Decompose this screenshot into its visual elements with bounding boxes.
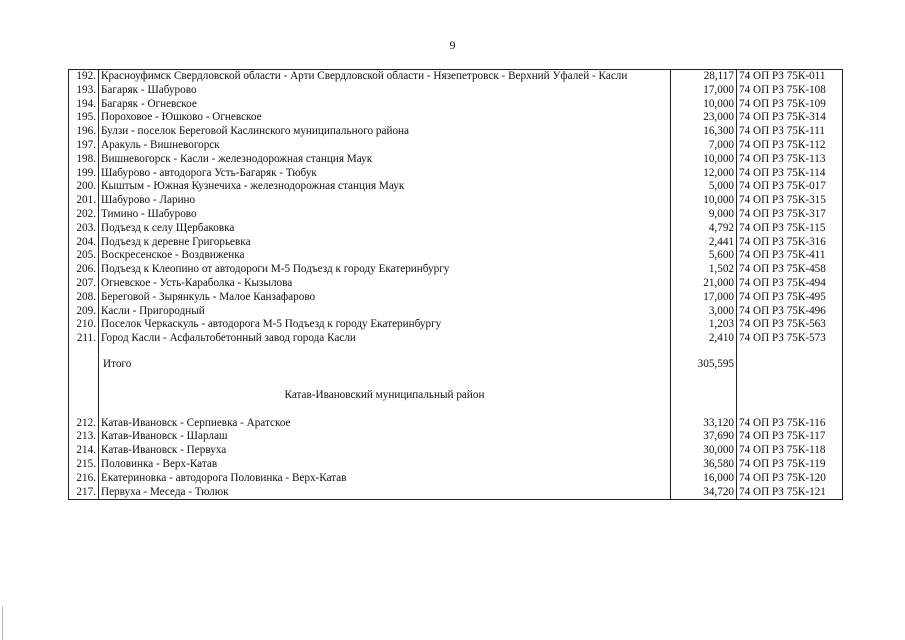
row-number: 202. — [69, 208, 99, 222]
table-row — [69, 167, 843, 181]
road-code: 74 ОП РЗ 75К-495 — [737, 291, 843, 305]
road-name: Екатериновка - автодорога Половинка - Верх-Катав — [99, 472, 671, 486]
table-row — [69, 486, 843, 500]
road-name: Аракуль - Вишневогорск — [99, 139, 671, 153]
row-number: 205. — [69, 249, 99, 263]
road-name: Огневское - Усть-Караболка - Кызылова — [99, 277, 671, 291]
road-code: 74 ОП РЗ 75К-573 — [737, 332, 843, 346]
road-name: Катав-Ивановск - Серпиевка - Аратское — [99, 417, 671, 431]
road-length: 36,580 — [671, 458, 737, 472]
road-name: Береговой - Зырянкуль - Малое Канзафарово — [99, 291, 671, 305]
road-code: 74 ОП РЗ 75К-494 — [737, 277, 843, 291]
road-length: 16,000 — [671, 472, 737, 486]
row-number: 209. — [69, 305, 99, 319]
scan-edge-mark — [2, 606, 3, 640]
roads-table-body-katav — [69, 417, 843, 500]
road-code: 74 ОП РЗ 75К-317 — [737, 208, 843, 222]
district-heading: Катав-Ивановский муниципальный район — [99, 378, 671, 417]
road-name: Половинка - Верх-Катав — [99, 458, 671, 472]
roads-table — [68, 69, 843, 500]
row-number: 215. — [69, 458, 99, 472]
road-code: 74 ОП РЗ 75К-119 — [737, 458, 843, 472]
row-number: 199. — [69, 167, 99, 181]
table-row — [69, 153, 843, 167]
row-number: 196. — [69, 125, 99, 139]
road-name: Подъезд к Клеопино от автодороги М-5 Подъезд к городу Екатеринбургу — [99, 263, 671, 277]
road-length: 9,000 — [671, 208, 737, 222]
district-heading-row — [69, 378, 843, 417]
row-number: 193. — [69, 84, 99, 98]
table-row — [69, 249, 843, 263]
row-number: 207. — [69, 277, 99, 291]
road-length: 21,000 — [671, 277, 737, 291]
road-name: Багаряк - Шабурово — [99, 84, 671, 98]
table-row — [69, 125, 843, 139]
road-code: 74 ОП РЗ 75К-115 — [737, 222, 843, 236]
road-name: Город Касли - Асфальтобетонный завод города Касли — [99, 332, 671, 346]
road-code: 74 ОП РЗ 75К-120 — [737, 472, 843, 486]
row-number: 201. — [69, 194, 99, 208]
row-number: 200. — [69, 180, 99, 194]
row-number: 213. — [69, 430, 99, 444]
table-row — [69, 194, 843, 208]
total-row — [69, 346, 843, 378]
road-name: Первуха - Меседа - Тюлюк — [99, 486, 671, 500]
table-row — [69, 70, 843, 84]
road-length: 37,690 — [671, 430, 737, 444]
road-length: 5,600 — [671, 249, 737, 263]
table-row — [69, 84, 843, 98]
road-length: 17,000 — [671, 84, 737, 98]
road-length: 10,000 — [671, 98, 737, 112]
district-len-cell — [671, 378, 737, 417]
road-length: 12,000 — [671, 167, 737, 181]
road-code: 74 ОП РЗ 75К-118 — [737, 444, 843, 458]
road-code: 74 ОП РЗ 75К-117 — [737, 430, 843, 444]
road-code: 74 ОП РЗ 75К-121 — [737, 486, 843, 500]
road-code: 74 ОП РЗ 75К-496 — [737, 305, 843, 319]
row-number: 195. — [69, 111, 99, 125]
total-label: Итого — [99, 346, 671, 378]
district-num-cell — [69, 378, 99, 417]
table-row — [69, 444, 843, 458]
row-number: 208. — [69, 291, 99, 305]
road-code: 74 ОП РЗ 75К-111 — [737, 125, 843, 139]
table-row — [69, 111, 843, 125]
road-length: 10,000 — [671, 153, 737, 167]
row-number: 203. — [69, 222, 99, 236]
road-name: Красноуфимск Свердловской области - Арти Свердловской области - Нязепетровск - Верхний Уфалей - Касли — [99, 70, 671, 84]
row-number: 211. — [69, 332, 99, 346]
page-number: 9 — [449, 38, 456, 52]
road-code: 74 ОП РЗ 75К-458 — [737, 263, 843, 277]
row-number: 214. — [69, 444, 99, 458]
road-code: 74 ОП РЗ 75К-316 — [737, 236, 843, 250]
row-number: 197. — [69, 139, 99, 153]
road-length: 5,000 — [671, 180, 737, 194]
road-code: 74 ОП РЗ 75К-109 — [737, 98, 843, 112]
row-number: 192. — [69, 70, 99, 84]
road-length: 17,000 — [671, 291, 737, 305]
road-length: 4,792 — [671, 222, 737, 236]
road-code: 74 ОП РЗ 75К-314 — [737, 111, 843, 125]
row-number: 206. — [69, 263, 99, 277]
road-code: 74 ОП РЗ 75К-315 — [737, 194, 843, 208]
road-code: 74 ОП РЗ 75К-563 — [737, 318, 843, 332]
row-number: 212. — [69, 417, 99, 431]
roads-table-summary — [69, 346, 843, 417]
road-name: Воскресенское - Воздвиженка — [99, 249, 671, 263]
road-length: 34,720 — [671, 486, 737, 500]
road-code: 74 ОП РЗ 75К-411 — [737, 249, 843, 263]
table-row — [69, 139, 843, 153]
road-code: 74 ОП РЗ 75К-116 — [737, 417, 843, 431]
road-name: Тимино - Шабурово — [99, 208, 671, 222]
table-row — [69, 222, 843, 236]
total-value: 305,595 — [671, 346, 737, 378]
road-length: 2,441 — [671, 236, 737, 250]
road-length: 28,117 — [671, 70, 737, 84]
road-name: Пороховое - Юшково - Огневское — [99, 111, 671, 125]
road-name: Катав-Ивановск - Первуха — [99, 444, 671, 458]
total-code-cell — [737, 346, 843, 378]
road-name: Поселок Черкаскуль - автодорога М-5 Подъезд к городу Екатеринбургу — [99, 318, 671, 332]
roads-table-body-kasli — [69, 70, 843, 346]
road-name: Катав-Ивановск - Шарлаш — [99, 430, 671, 444]
road-name: Шабурово - автодорога Усть-Багаряк - Тюбук — [99, 167, 671, 181]
table-row — [69, 263, 843, 277]
road-code: 74 ОП РЗ 75К-114 — [737, 167, 843, 181]
row-number: 210. — [69, 318, 99, 332]
row-number: 198. — [69, 153, 99, 167]
road-length: 30,000 — [671, 444, 737, 458]
table-row — [69, 98, 843, 112]
road-code: 74 ОП РЗ 75К-011 — [737, 70, 843, 84]
table-row — [69, 277, 843, 291]
table-row — [69, 458, 843, 472]
road-length: 7,000 — [671, 139, 737, 153]
table-row — [69, 417, 843, 431]
table-row — [69, 208, 843, 222]
table-row — [69, 291, 843, 305]
road-length: 33,120 — [671, 417, 737, 431]
road-length: 16,300 — [671, 125, 737, 139]
district-code-cell — [737, 378, 843, 417]
road-name: Багаряк - Огневское — [99, 98, 671, 112]
road-code: 74 ОП РЗ 75К-113 — [737, 153, 843, 167]
road-length: 2,410 — [671, 332, 737, 346]
road-code: 74 ОП РЗ 75К-108 — [737, 84, 843, 98]
row-number: 204. — [69, 236, 99, 250]
road-code: 74 ОП РЗ 75К-112 — [737, 139, 843, 153]
table-row — [69, 236, 843, 250]
road-code: 74 ОП РЗ 75К-017 — [737, 180, 843, 194]
table-row — [69, 318, 843, 332]
table-row — [69, 180, 843, 194]
road-name: Вишневогорск - Касли - железнодорожная станция Маук — [99, 153, 671, 167]
row-number: 216. — [69, 472, 99, 486]
table-row — [69, 305, 843, 319]
road-length: 1,203 — [671, 318, 737, 332]
road-name: Подъезд к селу Щербаковка — [99, 222, 671, 236]
road-name: Подъезд к деревне Григорьевка — [99, 236, 671, 250]
table-row — [69, 472, 843, 486]
road-length: 23,000 — [671, 111, 737, 125]
table-row — [69, 332, 843, 346]
road-name: Кыштым - Южная Кузнечиха - железнодорожная станция Маук — [99, 180, 671, 194]
road-length: 1,502 — [671, 263, 737, 277]
road-name: Касли - Пригородный — [99, 305, 671, 319]
road-length: 3,000 — [671, 305, 737, 319]
row-number: 194. — [69, 98, 99, 112]
total-num-cell — [69, 346, 99, 378]
road-length: 10,000 — [671, 194, 737, 208]
road-name: Булзи - поселок Береговой Каслинского муниципального района — [99, 125, 671, 139]
row-number: 217. — [69, 486, 99, 500]
table-row — [69, 430, 843, 444]
road-name: Шабурово - Ларино — [99, 194, 671, 208]
